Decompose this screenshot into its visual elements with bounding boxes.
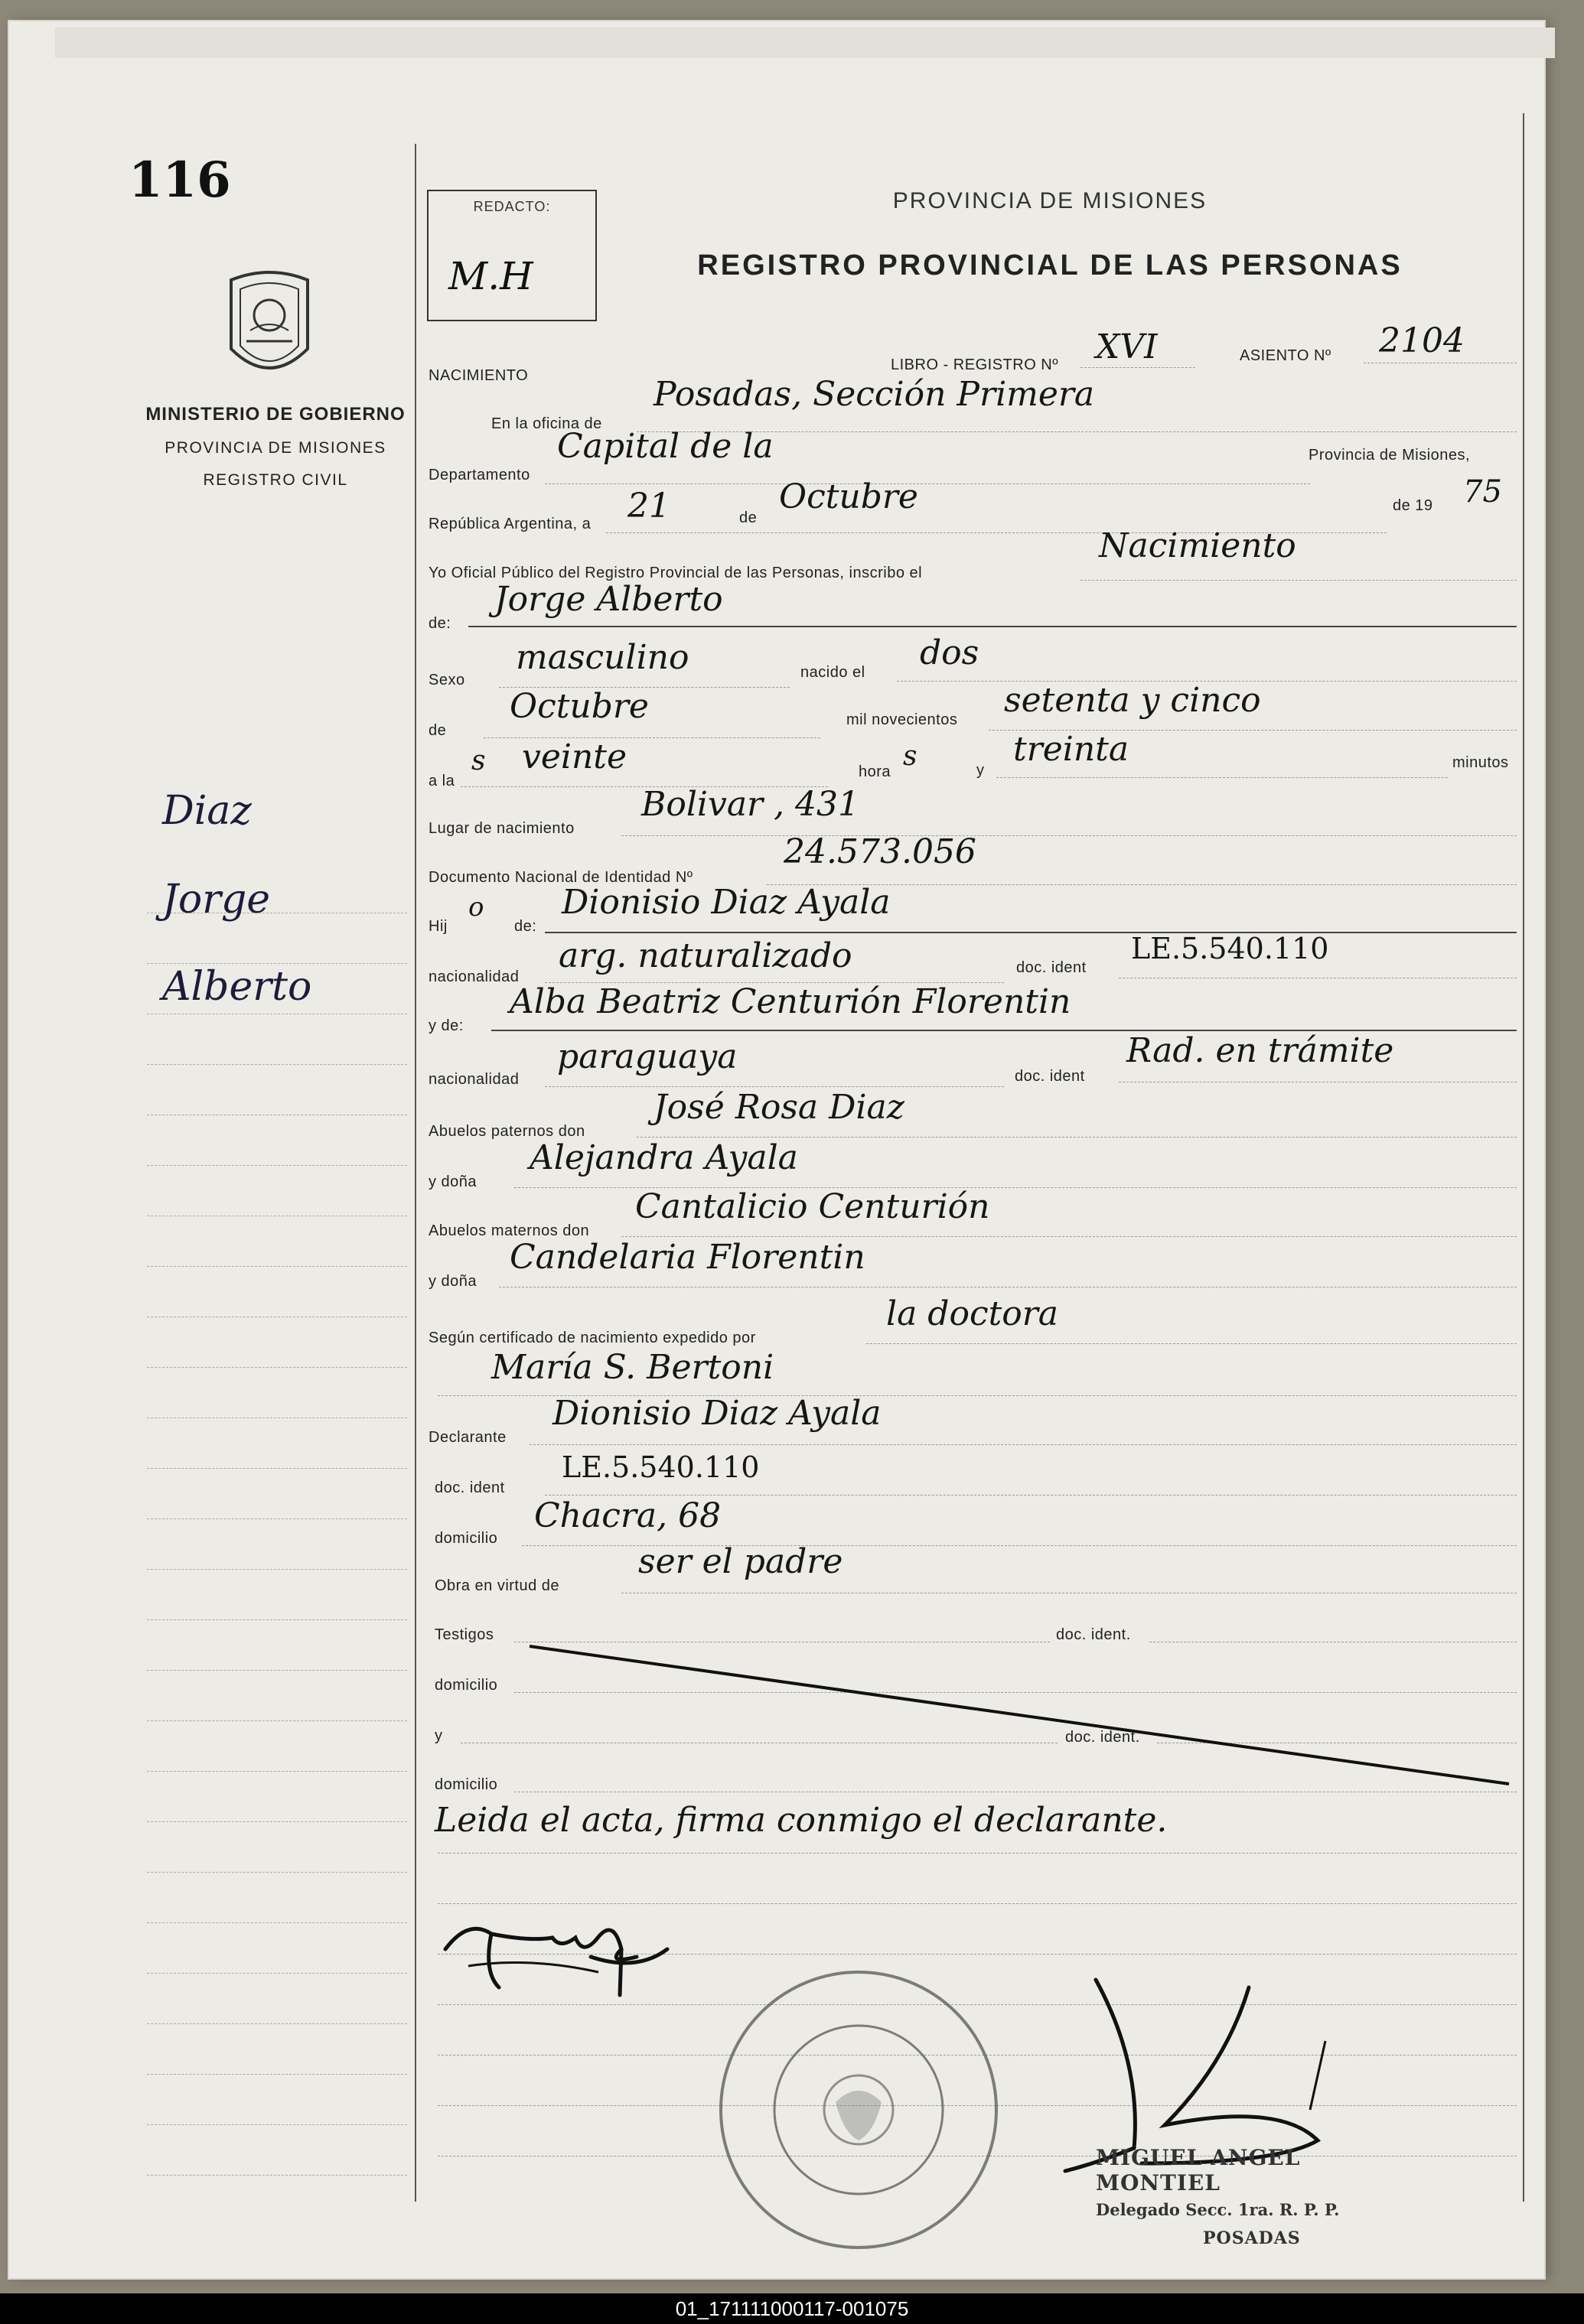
- hijo-suffix: o: [468, 892, 484, 923]
- minutos-label: minutos: [1452, 754, 1509, 771]
- official-block: [1096, 2145, 1417, 2248]
- departamento-label: Departamento: [429, 467, 530, 483]
- nacido-label: nacido el: [800, 664, 865, 681]
- mil-label: mil novecientos: [846, 711, 958, 728]
- oficial-line: [1080, 580, 1517, 581]
- document-number: 116: [129, 151, 231, 209]
- margin-rule: [415, 144, 416, 2202]
- hour-value: veinte: [522, 737, 627, 776]
- margin-given-name-1: Jorge: [162, 877, 271, 923]
- hijo-de-label: de:: [514, 918, 537, 935]
- certificado-value: la doctora: [886, 1294, 1059, 1333]
- domicilio-testigo2-label: domicilio: [435, 1776, 498, 1793]
- y-testigo2-label: y: [435, 1727, 443, 1744]
- nacimiento-label: NACIMIENTO: [429, 367, 529, 384]
- dni-value: 24.573.056: [784, 832, 976, 871]
- redacto-box: [427, 190, 597, 321]
- lugar-value: Bolivar , 431: [641, 785, 860, 824]
- nacionalidad-mother-line: [545, 1086, 1004, 1087]
- obra-label: Obra en virtud de: [435, 1577, 560, 1594]
- province-heading: PROVINCIA DE MISIONES: [892, 188, 1208, 213]
- lugar-label: Lugar de nacimiento: [429, 820, 575, 837]
- abuelos-maternos-label: Abuelos maternos don: [429, 1222, 590, 1239]
- month-value: Octubre: [779, 477, 918, 516]
- minutes-value: treinta: [1013, 730, 1129, 769]
- margin-given-name-2: Alberto: [162, 964, 312, 1010]
- doc-father-label: doc. ident: [1016, 959, 1087, 976]
- obra-value: ser el padre: [638, 1542, 843, 1581]
- yde-label: y de:: [429, 1017, 464, 1034]
- nacionalidad-mother-value: paraguaya: [557, 1037, 738, 1076]
- nacido-value: dos: [920, 633, 979, 672]
- republica-label: República Argentina, a: [429, 516, 592, 532]
- sexo-value: masculino: [516, 638, 689, 677]
- libro-line: [1080, 367, 1195, 368]
- nacionalidad-father-value: arg. naturalizado: [559, 936, 852, 975]
- horas-label: hora: [859, 763, 891, 780]
- doc-testigo2-label: doc. ident.: [1065, 1729, 1140, 1746]
- abuelos-paternos-line: [637, 1137, 1517, 1138]
- birth-month-value: Octubre: [510, 687, 649, 726]
- official-city: POSADAS: [1203, 2228, 1301, 2248]
- abuelos-maternos-value: Cantalicio Centurión: [635, 1187, 990, 1226]
- domicilio-testigo1-label: domicilio: [435, 1677, 498, 1694]
- doc-declarante-value: LE.5.540.110: [562, 1450, 760, 1484]
- doc-declarante-line: [545, 1495, 1517, 1496]
- father-value: Dionisio Diaz Ayala: [562, 883, 891, 922]
- oficial-value: Nacimiento: [1099, 526, 1296, 565]
- declarante-value: Dionisio Diaz Ayala: [552, 1394, 882, 1433]
- registry-heading: REGISTRO PROVINCIAL DE LAS PERSONAS: [697, 249, 1403, 282]
- doc-declarante-label: doc. ident: [435, 1479, 505, 1496]
- de19-label: de 19: [1393, 497, 1433, 514]
- ydona-paterna-label: y doña: [429, 1173, 477, 1190]
- testigos-label: Testigos: [435, 1626, 494, 1643]
- registry-page: [9, 21, 1544, 2278]
- closing-statement: Leida el acta, firma conmigo el declarante.: [435, 1801, 1168, 1840]
- oficina-label: En la oficina de: [491, 415, 602, 432]
- sexo-label: Sexo: [429, 672, 465, 688]
- ydona-materna-label: y doña: [429, 1273, 477, 1290]
- year-value: 75: [1463, 474, 1502, 509]
- ministry-title: MINISTERIO DE GOBIERNO: [145, 404, 406, 425]
- horas-suffix: s: [903, 740, 917, 772]
- official-name: MIGUEL ANGEL MONTIEL: [1096, 2145, 1301, 2195]
- departamento-line: [545, 483, 1310, 484]
- de2-label: de: [429, 722, 447, 739]
- hijo-label: Hij: [429, 918, 448, 935]
- doc-father-value: LE.5.540.110: [1131, 932, 1329, 965]
- abuela-paterna-value: Alejandra Ayala: [530, 1138, 798, 1177]
- right-rule: [1523, 113, 1524, 2202]
- asiento-label: ASIENTO Nº: [1240, 347, 1331, 364]
- declarante-label: Declarante: [429, 1429, 507, 1446]
- y-label: y: [976, 762, 985, 779]
- margin-surname: Diaz: [162, 788, 252, 834]
- abuela-materna-value: Candelaria Florentin: [510, 1238, 865, 1277]
- domicilio-label: domicilio: [435, 1530, 498, 1547]
- minutes-line: [996, 777, 1448, 778]
- name-line: [468, 626, 1517, 627]
- child-name-value: Jorge Alberto: [494, 580, 723, 619]
- mother-value: Alba Beatriz Centurión Florentin: [510, 982, 1071, 1021]
- declarant-signature-icon: [438, 1903, 683, 2010]
- libro-label: LIBRO - REGISTRO Nº: [891, 356, 1059, 373]
- abuelos-paternos-label: Abuelos paternos don: [429, 1123, 585, 1140]
- certificado-label: Según certificado de nacimiento expedido por: [429, 1330, 756, 1346]
- doctor-value: María S. Bertoni: [491, 1348, 774, 1387]
- province-crest-icon: [216, 265, 323, 387]
- alas-label: a la: [429, 773, 455, 789]
- testigos-strikethrough: [514, 1623, 1524, 1799]
- certificado-line: [866, 1343, 1517, 1344]
- declarante-line: [530, 1444, 1517, 1445]
- libro-value: XVI: [1096, 327, 1158, 366]
- oficina-value: Posadas, Sección Primera: [653, 375, 1095, 414]
- provincia-label: Provincia de Misiones,: [1309, 447, 1471, 464]
- de-label: de: [739, 509, 758, 526]
- asiento-value: 2104: [1379, 321, 1465, 360]
- redacto-initials: M.H: [448, 254, 533, 298]
- doc-testigo1-label: doc. ident.: [1056, 1626, 1131, 1643]
- domicilio-value: Chacra, 68: [534, 1496, 722, 1535]
- margin-lines: [147, 863, 407, 2176]
- official-title: Delegado Secc. 1ra. R. P. P.: [1096, 2200, 1340, 2219]
- oficial-label: Yo Oficial Público del Registro Provincial de las Personas, inscribo el: [429, 565, 923, 581]
- name-label: de:: [429, 615, 451, 632]
- ministry-province: PROVINCIA DE MISIONES: [165, 439, 386, 457]
- doc-mother-value: Rad. en trámite: [1126, 1031, 1394, 1070]
- alas-suffix: s: [471, 745, 486, 776]
- registry-seal-icon: [713, 1964, 1004, 2255]
- doc-mother-label: doc. ident: [1015, 1068, 1085, 1085]
- ministry-civil-registry: REGISTRO CIVIL: [203, 471, 348, 489]
- mil-value: setenta y cinco: [1004, 681, 1261, 720]
- dni-label: Documento Nacional de Identidad Nº: [429, 869, 693, 886]
- page-edge: [55, 28, 1555, 58]
- father-line: [545, 932, 1517, 933]
- day-value: 21: [627, 487, 670, 526]
- abuelos-maternos-line: [621, 1236, 1517, 1237]
- closing-line: [438, 1853, 1517, 1854]
- redacto-label: REDACTO:: [473, 199, 551, 214]
- abuelos-paternos-value: José Rosa Diaz: [653, 1088, 904, 1127]
- image-id-footer: 01_171111000117-001075: [0, 2293, 1584, 2324]
- departamento-value: Capital de la: [557, 427, 774, 466]
- ministry-block: [145, 404, 406, 490]
- nacionalidad-father-label: nacionalidad: [429, 968, 520, 985]
- nacionalidad-mother-label: nacionalidad: [429, 1071, 520, 1088]
- lugar-line: [621, 835, 1517, 836]
